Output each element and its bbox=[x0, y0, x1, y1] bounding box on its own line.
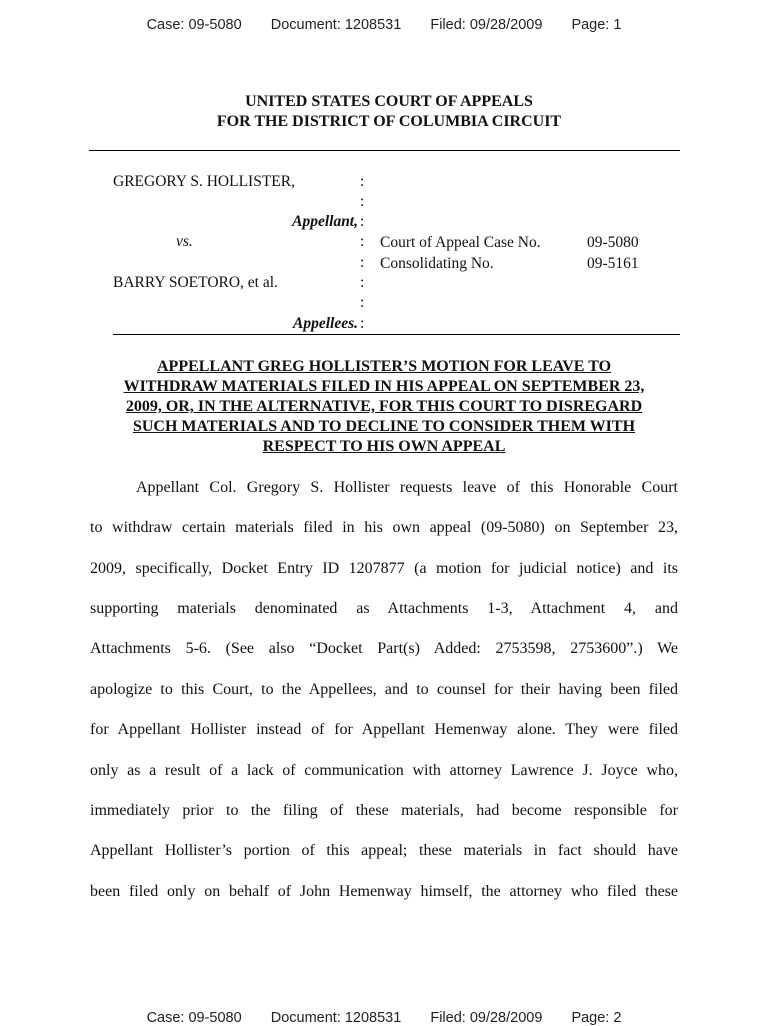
motion-title-line: SUCH MATERIALS AND TO DECLINE TO CONSIDER THEM WITH bbox=[132, 418, 636, 435]
court-title-line-1: UNITED STATES COURT OF APPEALS bbox=[245, 93, 533, 110]
body-line: Attachments 5-6. (See also “Docket Part(s) Added: 2753598, 2753600”.) We bbox=[90, 640, 678, 657]
case-number-label: Court of Appeal Case No. bbox=[380, 234, 541, 251]
body-line: 2009, specifically, Docket Entry ID 1207877 (a motion for judicial notice) and its bbox=[90, 560, 678, 577]
header-page: Page: 2 bbox=[571, 1010, 622, 1026]
header-filed: Filed: 09/28/2009 bbox=[430, 17, 543, 33]
body-line: Appellant Col. Gregory S. Hollister requests leave of this Honorable Court bbox=[136, 479, 678, 496]
caption-colon: : bbox=[360, 173, 365, 190]
versus: vs. bbox=[176, 233, 193, 250]
appellant-role: Appellant, bbox=[292, 213, 358, 230]
caption-colon: : bbox=[360, 294, 365, 311]
motion-title-line: RESPECT TO HIS OWN APPEAL bbox=[262, 438, 506, 455]
caption-colon: : bbox=[360, 233, 365, 250]
header-case: Case: 09-5080 bbox=[146, 17, 242, 33]
caption-top-rule bbox=[89, 150, 680, 151]
appellee-role: Appellees. bbox=[293, 315, 358, 332]
court-title-line-2: FOR THE DISTRICT OF COLUMBIA CIRCUIT bbox=[216, 113, 562, 130]
body-line: Appellant Hollister’s portion of this appeal; these materials in fact should have bbox=[90, 842, 678, 859]
header-document: Document: 1208531 bbox=[270, 1010, 402, 1026]
body-line: for Appellant Hollister instead of for Appellant Hemenway alone. They were filed bbox=[90, 721, 678, 738]
motion-title-line: APPELLANT GREG HOLLISTER’S MOTION FOR LEAVE TO bbox=[156, 358, 612, 375]
caption-colon: : bbox=[360, 315, 365, 332]
appellant-name: GREGORY S. HOLLISTER, bbox=[113, 173, 295, 190]
body-line: immediately prior to the filing of these materials, had become responsible for bbox=[90, 802, 678, 819]
appellee-name: BARRY SOETORO, et al. bbox=[113, 274, 278, 291]
body-line: apologize to this Court, to the Appellees, and to counsel for their having been filed bbox=[90, 681, 678, 698]
body-line: to withdraw certain materials filed in his own appeal (09-5080) on September 23, bbox=[90, 519, 678, 536]
header-document: Document: 1208531 bbox=[270, 17, 402, 33]
consolidating-number: 09-5161 bbox=[587, 255, 639, 272]
header-page: Page: 1 bbox=[571, 17, 622, 33]
filing-header-top bbox=[0, 17, 768, 33]
body-line: been filed only on behalf of John Hemenway himself, the attorney who filed these bbox=[90, 883, 678, 900]
caption-colon: : bbox=[360, 193, 365, 210]
header-case: Case: 09-5080 bbox=[146, 1010, 242, 1026]
case-number: 09-5080 bbox=[587, 234, 639, 251]
consolidating-label: Consolidating No. bbox=[380, 255, 494, 272]
caption-colon: : bbox=[360, 274, 365, 291]
motion-title-line: 2009, OR, IN THE ALTERNATIVE, FOR THIS COURT TO DISREGARD bbox=[125, 398, 643, 415]
caption-colon: : bbox=[360, 254, 365, 271]
caption-colon: : bbox=[360, 213, 365, 230]
body-line: supporting materials denominated as Attachments 1-3, Attachment 4, and bbox=[90, 600, 678, 617]
motion-title-line: WITHDRAW MATERIALS FILED IN HIS APPEAL ON SEPTEMBER 23, bbox=[123, 378, 645, 395]
caption-bottom-rule bbox=[113, 334, 680, 335]
header-filed: Filed: 09/28/2009 bbox=[430, 1010, 543, 1026]
body-line: only as a result of a lack of communication with attorney Lawrence J. Joyce who, bbox=[90, 762, 678, 779]
